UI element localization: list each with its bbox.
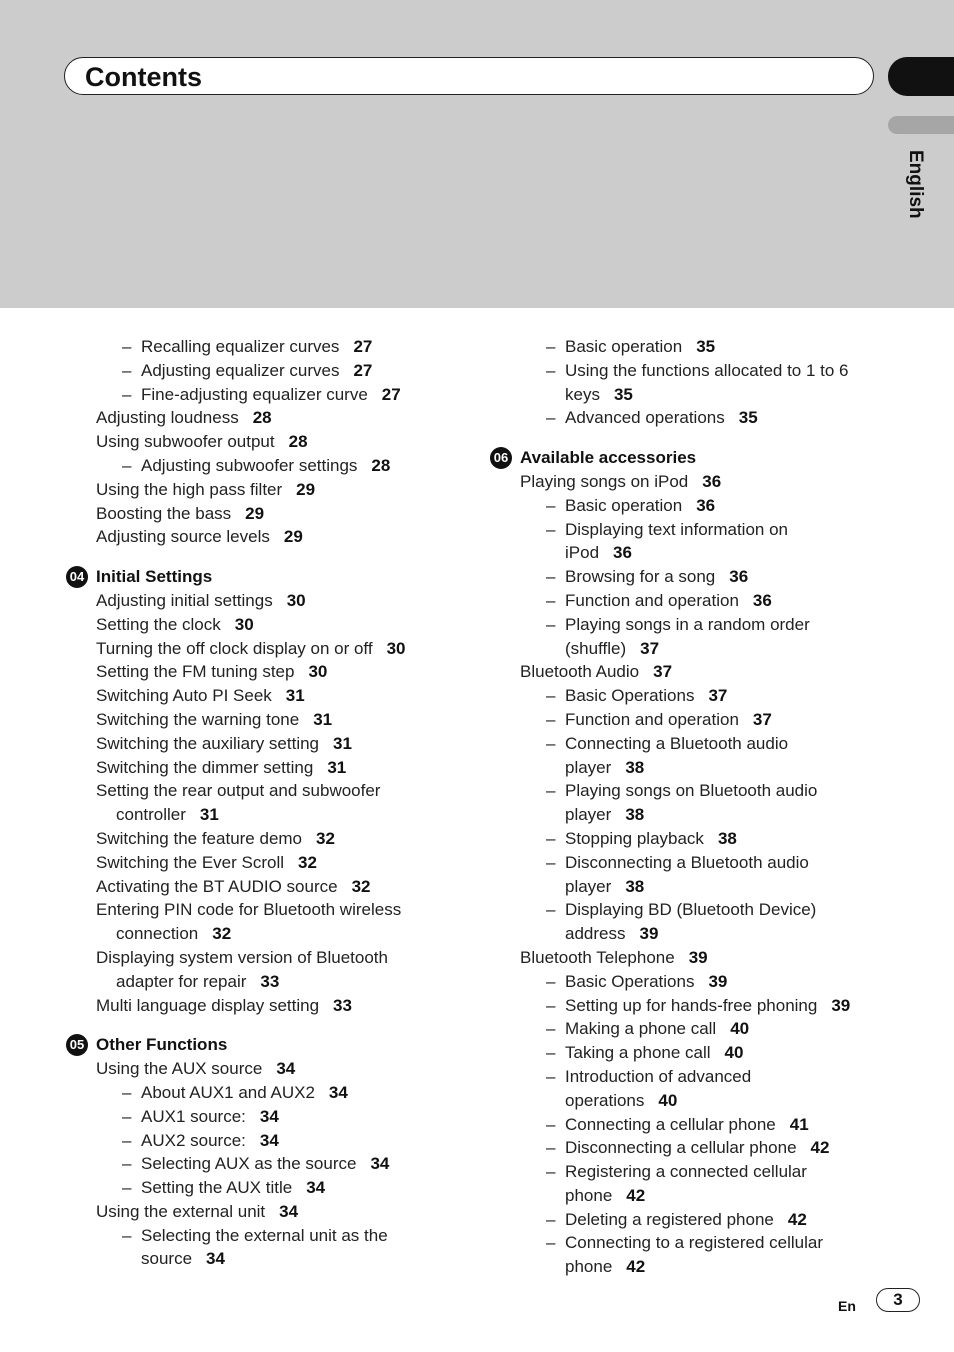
toc-entry[interactable] <box>490 470 910 494</box>
toc-page-number: 41 <box>789 1114 809 1134</box>
toc-page-number: 39 <box>831 995 851 1015</box>
toc-page-number: 36 <box>613 543 632 563</box>
toc-entry-text: controller <box>116 805 186 825</box>
toc-entry-text: Adjusting initial settings <box>96 590 273 610</box>
toc-entry[interactable] <box>490 970 910 994</box>
toc-page-number: 30 <box>234 614 254 634</box>
section-tab-grey <box>888 116 954 134</box>
toc-entry[interactable] <box>490 898 910 946</box>
section-tab-black <box>888 57 954 96</box>
toc-entry-text: Adjusting source levels <box>96 527 270 547</box>
toc-page-number: 33 <box>333 995 352 1015</box>
toc-entry-text: adapter for repair <box>116 971 247 991</box>
entry-dash: – <box>546 1209 556 1229</box>
toc-entry-text: Recalling equalizer curves <box>141 337 340 356</box>
entry-dash: – <box>546 495 556 515</box>
toc-entry[interactable] <box>66 454 466 478</box>
toc-entry[interactable] <box>66 1152 466 1176</box>
toc-page-number: 38 <box>717 828 737 848</box>
toc-page-number: 31 <box>327 757 347 777</box>
toc-entry-text: address <box>565 924 626 944</box>
entry-dash: – <box>122 1130 132 1150</box>
toc-page-number: 34 <box>259 1130 279 1150</box>
entry-dash: – <box>546 709 556 729</box>
toc-entry[interactable] <box>66 779 466 827</box>
toc-entry-text: Basic operation <box>565 337 683 356</box>
toc-entry[interactable] <box>66 1129 466 1153</box>
toc-page-number: 31 <box>333 733 352 753</box>
toc-entry-text: Registering a connected cellular <box>565 1162 807 1182</box>
toc-section-heading <box>490 446 910 470</box>
entry-dash: – <box>122 1082 132 1102</box>
toc-entry[interactable] <box>490 565 910 589</box>
toc-entry-text: AUX2 source: <box>141 1130 246 1150</box>
section-number-badge: 04 <box>66 566 88 588</box>
toc-entry[interactable] <box>66 406 466 430</box>
toc-entry[interactable] <box>490 1113 910 1137</box>
entry-dash: – <box>546 852 556 872</box>
toc-entry[interactable] <box>490 1160 910 1208</box>
toc-entry[interactable] <box>66 430 466 454</box>
toc-entry[interactable] <box>490 613 910 661</box>
entry-dash: – <box>122 384 132 404</box>
toc-entry[interactable] <box>490 994 910 1018</box>
toc-entry[interactable] <box>490 359 910 407</box>
toc-entry[interactable] <box>66 359 466 383</box>
toc-entry-text: Switching the dimmer setting <box>96 757 314 777</box>
toc-page-number: 36 <box>702 471 722 491</box>
toc-entry[interactable] <box>490 518 910 566</box>
toc-entry-text: (shuffle) <box>565 638 627 658</box>
toc-page-number: 36 <box>752 590 772 610</box>
toc-page-number: 33 <box>260 971 280 991</box>
footer-language-code: En <box>838 1298 856 1314</box>
entry-dash: – <box>546 408 556 428</box>
toc-entry-text: Setting the rear output and subwoofer <box>96 781 381 801</box>
section-title: Available accessories <box>520 448 697 468</box>
toc-left-column <box>66 335 466 1271</box>
toc-page-number: 37 <box>640 638 660 658</box>
toc-page-number: 30 <box>286 590 306 610</box>
toc-page-number: 27 <box>381 384 401 404</box>
toc-entry-text: Fine-adjusting equalizer curve <box>141 384 368 404</box>
toc-entry[interactable] <box>66 613 466 637</box>
toc-entry-text: Bluetooth Telephone <box>520 947 675 967</box>
toc-page-number: 35 <box>696 337 716 356</box>
toc-entry[interactable] <box>66 1200 466 1224</box>
toc-page-number: 39 <box>688 947 708 967</box>
toc-page-number: 42 <box>787 1209 807 1229</box>
toc-entry-text: Setting up for hands-free phoning <box>565 995 818 1015</box>
toc-entry[interactable] <box>66 946 466 994</box>
toc-entry[interactable] <box>490 1065 910 1113</box>
toc-page-number: 28 <box>252 408 272 428</box>
toc-page-number: 42 <box>626 1257 646 1277</box>
toc-entry-text: Selecting AUX as the source <box>141 1154 357 1174</box>
toc-entry-text: Disconnecting a Bluetooth audio <box>565 852 809 872</box>
toc-page-number: 28 <box>288 432 308 452</box>
toc-entry-text: AUX1 source: <box>141 1106 246 1126</box>
entry-dash: – <box>546 828 556 848</box>
toc-entry[interactable] <box>66 684 466 708</box>
entry-dash: – <box>122 360 132 380</box>
toc-entry-text: Function and operation <box>565 590 739 610</box>
toc-page-number: 35 <box>613 384 633 404</box>
toc-entry[interactable] <box>66 756 466 780</box>
toc-entry[interactable] <box>66 1081 466 1105</box>
toc-entry-text: Switching the auxiliary setting <box>96 733 320 753</box>
section-number-badge: 05 <box>66 1034 88 1056</box>
toc-entry-text: Stopping playback <box>565 828 704 848</box>
toc-page-number: 40 <box>724 1043 744 1063</box>
entry-dash: – <box>122 337 132 356</box>
toc-entry-text: player <box>565 805 612 825</box>
toc-entry-text: Using the functions allocated to 1 to 6 <box>565 360 849 380</box>
toc-entry-text: Playing songs on Bluetooth audio <box>565 781 818 801</box>
toc-entry-text: Connecting a cellular phone <box>565 1114 776 1134</box>
toc-entry-text: Adjusting loudness <box>96 408 239 428</box>
toc-entry[interactable] <box>490 660 910 684</box>
toc-page-number: 39 <box>708 971 728 991</box>
toc-page-number: 36 <box>729 567 749 587</box>
toc-entry-text: Playing songs on iPod <box>520 471 689 491</box>
entry-dash: – <box>122 1106 132 1126</box>
toc-page-number: 37 <box>752 709 772 729</box>
toc-entry-text: Function and operation <box>565 709 739 729</box>
toc-entry-text: Disconnecting a cellular phone <box>565 1138 797 1158</box>
section-title: Other Functions <box>96 1035 228 1055</box>
toc-page-number: 42 <box>626 1185 646 1205</box>
toc-page-number: 32 <box>212 924 232 944</box>
toc-entry-text: Displaying BD (Bluetooth Device) <box>565 900 817 920</box>
language-tab-label: English <box>905 150 926 219</box>
toc-entry-text: Bluetooth Audio <box>520 662 640 682</box>
toc-page-number: 32 <box>316 828 335 848</box>
toc-page-number: 31 <box>313 709 333 729</box>
toc-entry-text: Basic Operations <box>565 686 695 706</box>
toc-entry-text: Displaying text information on <box>565 519 789 539</box>
toc-section-heading <box>66 1033 466 1057</box>
entry-dash: – <box>546 567 556 587</box>
toc-page-number: 38 <box>625 876 645 896</box>
toc-page-number: 38 <box>625 757 645 777</box>
entry-dash: – <box>546 519 556 539</box>
toc-section-heading <box>66 565 466 589</box>
toc-page-number: 30 <box>386 638 406 658</box>
entry-dash: – <box>546 733 556 753</box>
toc-entry[interactable] <box>66 994 466 1018</box>
entry-dash: – <box>546 1162 556 1182</box>
toc-entry[interactable] <box>490 335 910 359</box>
toc-entry-text: Using the AUX source <box>96 1059 263 1079</box>
toc-entry[interactable] <box>66 525 466 549</box>
toc-entry[interactable] <box>490 1231 910 1279</box>
toc-entry-text: Displaying system version of Bluetooth <box>96 947 388 967</box>
toc-entry[interactable] <box>66 875 466 899</box>
toc-entry-text: Basic operation <box>565 495 683 515</box>
toc-page-number: 42 <box>810 1138 830 1158</box>
toc-entry-text: keys <box>565 384 600 404</box>
toc-entry[interactable] <box>66 851 466 875</box>
toc-entry[interactable] <box>490 406 910 430</box>
toc-page-number: 34 <box>306 1178 326 1198</box>
toc-entry-text: Connecting to a registered cellular <box>565 1233 823 1253</box>
entry-dash: – <box>546 900 556 920</box>
toc-entry-text: Playing songs in a random order <box>565 614 810 634</box>
toc-page-number: 34 <box>328 1082 348 1102</box>
toc-entry-text: connection <box>116 924 199 944</box>
toc-entry[interactable] <box>66 1224 466 1272</box>
toc-page-number: 34 <box>206 1249 225 1269</box>
toc-entry[interactable] <box>66 502 466 526</box>
toc-entry-text: Adjusting equalizer curves <box>141 360 340 380</box>
toc-entry[interactable] <box>66 589 466 613</box>
entry-dash: – <box>546 781 556 801</box>
toc-page-number: 29 <box>245 503 265 523</box>
toc-entry[interactable] <box>490 1041 910 1065</box>
toc-right-column <box>490 335 910 1279</box>
entry-dash: – <box>546 1066 556 1086</box>
toc-entry[interactable] <box>490 946 910 970</box>
toc-page-number: 40 <box>658 1090 678 1110</box>
toc-entry-text: Activating the BT AUDIO source <box>96 876 338 896</box>
toc-page-number: 30 <box>308 662 328 682</box>
toc-entry-text: Setting the clock <box>96 614 221 634</box>
toc-entry[interactable] <box>490 827 910 851</box>
entry-dash: – <box>546 686 556 706</box>
toc-entry-text: Multi language display setting <box>96 995 320 1015</box>
toc-entry[interactable] <box>490 1017 910 1041</box>
entry-dash: – <box>122 1225 132 1245</box>
toc-entry-text: phone <box>565 1185 613 1205</box>
toc-entry-text: player <box>565 757 612 777</box>
toc-entry-text: Using the external unit <box>96 1201 266 1221</box>
entry-dash: – <box>546 995 556 1015</box>
toc-page-number: 34 <box>276 1059 296 1079</box>
toc-entry-text: phone <box>565 1257 613 1277</box>
entry-dash: – <box>546 337 556 356</box>
toc-page-number: 35 <box>738 408 758 428</box>
toc-entry-text: Entering PIN code for Bluetooth wireless <box>96 900 402 920</box>
toc-page-number: 40 <box>730 1019 750 1039</box>
toc-entry[interactable] <box>66 478 466 502</box>
toc-page-number: 31 <box>285 686 305 706</box>
toc-entry[interactable] <box>490 684 910 708</box>
toc-page-number: 34 <box>279 1201 299 1221</box>
toc-entry-text: Introduction of advanced <box>565 1066 752 1086</box>
toc-entry-text: Using subwoofer output <box>96 432 275 452</box>
toc-entry-text: Selecting the external unit as the <box>141 1225 388 1245</box>
toc-page-number: 32 <box>351 876 371 896</box>
toc-entry[interactable] <box>490 494 910 518</box>
toc-entry[interactable] <box>66 1176 466 1200</box>
toc-entry-text: Browsing for a song <box>565 567 716 587</box>
entry-dash: – <box>546 971 556 991</box>
toc-page-number: 36 <box>696 495 716 515</box>
toc-entry-text: Deleting a registered phone <box>565 1209 774 1229</box>
toc-entry-text: Advanced operations <box>565 408 725 428</box>
header-band <box>0 0 954 308</box>
section-title: Initial Settings <box>96 567 213 587</box>
toc-entry-text: Switching the Ever Scroll <box>96 852 285 872</box>
toc-entry[interactable] <box>66 732 466 756</box>
entry-dash: – <box>546 614 556 634</box>
toc-entry-text: Basic Operations <box>565 971 695 991</box>
toc-entry-text: Turning the off clock display on or off <box>96 638 373 658</box>
entry-dash: – <box>546 1233 556 1253</box>
toc-page-number: 29 <box>283 527 303 547</box>
toc-entry-text: About AUX1 and AUX2 <box>141 1082 315 1102</box>
toc-entry-text: source <box>141 1249 193 1269</box>
footer-page-number: 3 <box>876 1288 920 1312</box>
toc-entry-text: operations <box>565 1090 645 1110</box>
toc-entry-text: Setting the AUX title <box>141 1178 293 1198</box>
toc-entry[interactable] <box>66 335 466 359</box>
toc-page-number: 39 <box>639 924 659 944</box>
toc-page-number: 28 <box>371 455 391 475</box>
entry-dash: – <box>546 360 556 380</box>
toc-entry[interactable] <box>66 708 466 732</box>
toc-entry[interactable] <box>490 1136 910 1160</box>
toc-entry[interactable] <box>66 637 466 661</box>
toc-entry[interactable] <box>490 732 910 780</box>
page-title: Contents <box>85 62 202 92</box>
toc-entry-text: Switching Auto PI Seek <box>96 686 272 706</box>
entry-dash: – <box>546 1043 556 1063</box>
entry-dash: – <box>546 1114 556 1134</box>
toc-page-number: 32 <box>298 852 317 872</box>
entry-dash: – <box>546 1019 556 1039</box>
title-pill <box>64 57 874 95</box>
toc-entry-text: Switching the feature demo <box>96 828 303 848</box>
toc-page-number: 29 <box>296 479 316 499</box>
toc-entry[interactable] <box>66 827 466 851</box>
toc-entry-text: iPod <box>565 543 600 563</box>
entry-dash: – <box>122 1178 132 1198</box>
toc-page-number: 27 <box>353 360 373 380</box>
toc-entry-text: player <box>565 876 612 896</box>
entry-dash: – <box>122 455 132 475</box>
toc-page-number: 27 <box>353 337 373 356</box>
entry-dash: – <box>122 1154 132 1174</box>
toc-entry-text: Using the high pass filter <box>96 479 283 499</box>
entry-dash: – <box>546 590 556 610</box>
toc-entry-text: Boosting the bass <box>96 503 232 523</box>
toc-entry[interactable] <box>66 383 466 407</box>
toc-entry-text: Taking a phone call <box>565 1043 711 1063</box>
entry-dash: – <box>546 1138 556 1158</box>
toc-page-number: 34 <box>370 1154 390 1174</box>
toc-page-number: 34 <box>259 1106 279 1126</box>
section-number-badge: 06 <box>490 447 512 469</box>
toc-entry[interactable] <box>66 898 466 946</box>
toc-entry[interactable] <box>66 1105 466 1129</box>
toc-entry[interactable] <box>66 1057 466 1081</box>
toc-entry[interactable] <box>490 779 910 827</box>
toc-entry-text: Setting the FM tuning step <box>96 662 295 682</box>
toc-entry[interactable] <box>66 660 466 684</box>
toc-entry[interactable] <box>490 851 910 899</box>
toc-entry[interactable] <box>490 1208 910 1232</box>
toc-page-number: 37 <box>653 662 673 682</box>
toc-page-number: 38 <box>625 805 645 825</box>
toc-entry-text: Connecting a Bluetooth audio <box>565 733 789 753</box>
toc-entry[interactable] <box>490 589 910 613</box>
toc-page-number: 37 <box>708 686 728 706</box>
toc-entry[interactable] <box>490 708 910 732</box>
toc-entry-text: Adjusting subwoofer settings <box>141 455 358 475</box>
toc-entry-text: Switching the warning tone <box>96 709 300 729</box>
toc-entry-text: Making a phone call <box>565 1019 717 1039</box>
toc-page-number: 31 <box>199 805 219 825</box>
